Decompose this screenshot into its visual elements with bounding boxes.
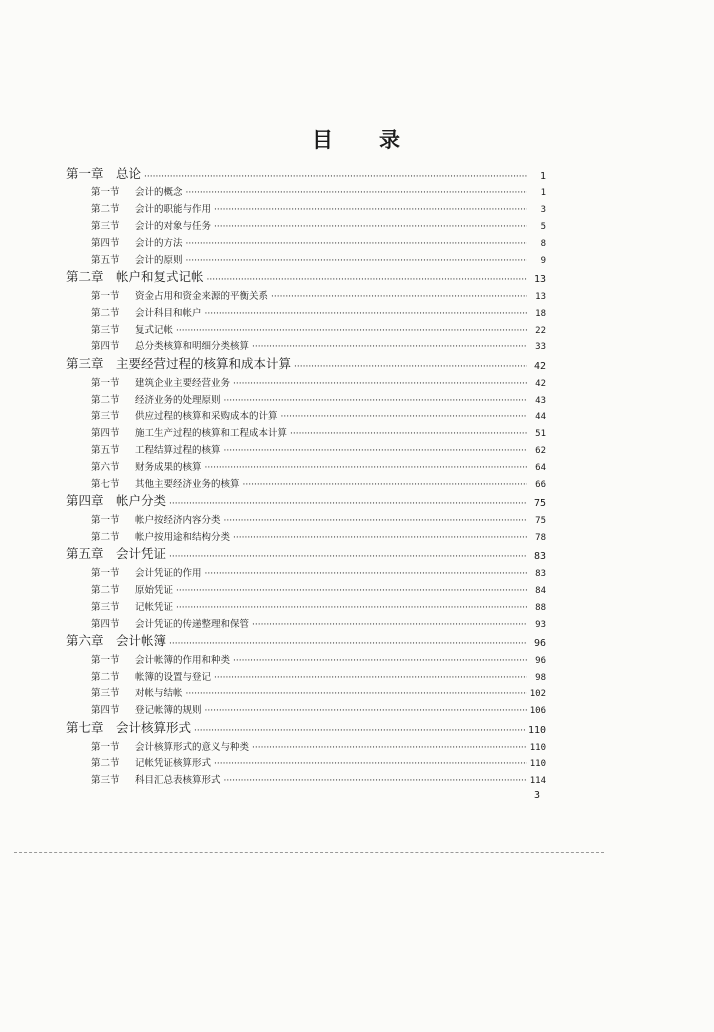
page-ref: 110	[529, 759, 546, 770]
section-number: 第三节	[91, 688, 120, 700]
section-number: 第四节	[91, 618, 120, 630]
dot-leader	[214, 760, 527, 770]
toc-section-entry	[66, 406, 546, 423]
section-number: 第四节	[91, 237, 120, 249]
section-number: 第三节	[91, 220, 120, 232]
section-title: 会计的方法	[135, 237, 183, 249]
page-ref: 42	[535, 378, 546, 389]
section-title: 供应过程的核算和采购成本的计算	[135, 411, 278, 423]
page-ref: 78	[535, 532, 546, 543]
section-title: 会计帐簿的作用和种类	[135, 654, 231, 666]
section-number: 第五节	[91, 444, 120, 456]
page-ref: 83	[533, 551, 546, 563]
toc-section-entry	[66, 613, 546, 630]
page-ref: 102	[529, 689, 546, 700]
dot-leader	[186, 256, 527, 266]
section-title: 会计的原则	[135, 254, 183, 266]
chapter-title: 会计帐簿	[116, 633, 167, 649]
page-ref: 22	[535, 325, 546, 336]
scan-artifact-line	[14, 852, 604, 853]
chapter-number: 第四章	[66, 493, 104, 509]
chapter-number: 第三章	[66, 355, 104, 371]
page-ref: 96	[533, 638, 546, 650]
section-title: 会计凭证的传递整理和保管	[135, 618, 250, 630]
section-number: 第三节	[91, 411, 120, 423]
toc-section-entry	[66, 699, 546, 716]
toc-section-entry	[66, 473, 546, 490]
section-title: 记帐凭证	[135, 601, 174, 613]
toc-section-entry	[66, 736, 546, 753]
section-title: 原始凭证	[135, 584, 174, 596]
title-char-1: 目	[312, 128, 335, 152]
page-ref: 88	[535, 602, 546, 613]
section-number: 第一节	[91, 741, 120, 753]
section-number: 第二节	[91, 584, 120, 596]
section-title: 复式记帐	[135, 324, 174, 336]
page-ref: 83	[535, 569, 546, 580]
section-title: 施工生产过程的核算和工程成本计算	[135, 428, 288, 440]
page-ref: 106	[529, 706, 546, 717]
dot-leader	[214, 222, 527, 232]
dot-leader	[186, 690, 527, 700]
dot-leader	[214, 673, 527, 683]
section-number: 第三节	[91, 775, 120, 787]
table-of-contents	[66, 162, 546, 786]
section-number: 第六节	[91, 461, 120, 473]
section-title: 会计的概念	[135, 187, 183, 199]
chapter-number: 第七章	[66, 719, 104, 735]
page-ref: 66	[535, 479, 546, 490]
chapter-number: 第一章	[66, 165, 104, 181]
toc-section-entry	[66, 249, 546, 266]
title-char-2: 录	[379, 128, 402, 152]
section-number: 第二节	[91, 531, 120, 543]
page-ref: 110	[527, 724, 546, 736]
dot-leader	[205, 309, 527, 319]
section-number: 第三节	[91, 324, 120, 336]
section-title: 会计的职能与作用	[135, 204, 212, 216]
toc-section-entry	[66, 302, 546, 319]
toc-section-entry	[66, 579, 546, 596]
dot-leader	[207, 273, 527, 286]
dot-leader	[224, 516, 527, 526]
page-ref: 43	[535, 395, 546, 406]
page-title	[0, 124, 714, 154]
dot-leader	[186, 189, 527, 199]
chapter-title: 总论	[116, 165, 142, 181]
section-title: 经济业务的处理原则	[135, 394, 221, 406]
page-ref: 33	[535, 342, 546, 353]
dot-leader	[194, 723, 525, 736]
section-number: 第一节	[91, 514, 120, 526]
dot-leader	[214, 206, 527, 216]
dot-leader	[281, 413, 527, 423]
dot-leader	[233, 656, 527, 666]
chapter-title: 帐户和复式记帐	[116, 269, 204, 285]
page-ref: 84	[535, 585, 546, 596]
page-ref: 1	[540, 188, 546, 199]
section-title: 帐簿的设置与登记	[135, 671, 212, 683]
toc-section-entry	[66, 666, 546, 683]
page-ref: 9	[540, 255, 546, 266]
toc-section-entry	[66, 232, 546, 249]
dot-leader	[294, 359, 527, 372]
toc-section-entry	[66, 456, 546, 473]
dot-leader	[144, 169, 527, 182]
page-ref: 44	[535, 412, 546, 423]
section-title: 建筑企业主要经营业务	[135, 377, 231, 389]
toc-chapter-entry	[66, 630, 546, 650]
dot-leader	[176, 586, 527, 596]
toc-section-entry	[66, 683, 546, 700]
section-title: 登记帐簿的规则	[135, 705, 202, 717]
section-number: 第一节	[91, 654, 120, 666]
toc-section-entry	[66, 285, 546, 302]
section-number: 第二节	[91, 671, 120, 683]
toc-chapter-entry	[66, 352, 546, 372]
toc-section-entry	[66, 439, 546, 456]
section-number: 第一节	[91, 377, 120, 389]
page-ref: 110	[529, 742, 546, 753]
section-title: 会计凭证的作用	[135, 568, 202, 580]
page-ref: 93	[535, 619, 546, 630]
section-title: 会计核算形式的意义与种类	[135, 741, 250, 753]
section-number: 第七节	[91, 478, 120, 490]
section-title: 会计科目和帐户	[135, 307, 202, 319]
toc-section-entry	[66, 336, 546, 353]
section-title: 记帐凭证核算形式	[135, 758, 212, 770]
dot-leader	[224, 396, 527, 406]
page-ref: 96	[535, 655, 546, 666]
toc-section-entry	[66, 198, 546, 215]
dot-leader	[290, 430, 527, 440]
page-ref: 13	[533, 274, 546, 286]
page-ref: 75	[533, 498, 546, 510]
dot-leader	[233, 379, 527, 389]
toc-section-entry	[66, 769, 546, 786]
chapter-title: 主要经营过程的核算和成本计算	[116, 355, 292, 371]
section-title: 帐户按经济内容分类	[135, 514, 221, 526]
dot-leader	[169, 497, 527, 510]
section-number: 第五节	[91, 254, 120, 266]
toc-chapter-entry	[66, 266, 546, 286]
section-title: 工程结算过程的核算	[135, 444, 221, 456]
page-ref: 1	[539, 170, 546, 182]
chapter-number: 第二章	[66, 269, 104, 285]
dot-leader	[186, 239, 527, 249]
page-ref: 114	[529, 776, 546, 787]
section-title: 对帐与结帐	[135, 688, 183, 700]
dot-leader	[252, 343, 527, 353]
section-number: 第四节	[91, 705, 120, 717]
page-ref: 3	[540, 205, 546, 216]
section-number: 第二节	[91, 204, 120, 216]
section-number: 第三节	[91, 601, 120, 613]
dot-leader	[205, 707, 527, 717]
section-title: 帐户按用途和结构分类	[135, 531, 231, 543]
section-title: 总分类核算和明细分类核算	[135, 341, 250, 353]
dot-leader	[271, 292, 527, 302]
toc-section-entry	[66, 182, 546, 199]
page-ref: 42	[533, 360, 546, 372]
page-ref: 64	[535, 462, 546, 473]
toc-section-entry	[66, 649, 546, 666]
page-ref: 13	[535, 291, 546, 302]
section-title: 资金占用和资金来源的平衡关系	[135, 290, 269, 302]
section-number: 第二节	[91, 394, 120, 406]
dot-leader	[169, 637, 527, 650]
section-number: 第一节	[91, 568, 120, 580]
toc-section-entry	[66, 319, 546, 336]
toc-section-entry	[66, 372, 546, 389]
chapter-title: 会计凭证	[116, 546, 167, 562]
dot-leader	[169, 550, 527, 563]
page-ref: 62	[535, 445, 546, 456]
chapter-title: 会计核算形式	[116, 719, 192, 735]
dot-leader	[252, 620, 527, 630]
toc-chapter-entry	[66, 162, 546, 182]
toc-chapter-entry	[66, 716, 546, 736]
toc-chapter-entry	[66, 543, 546, 563]
section-number: 第一节	[91, 290, 120, 302]
page-ref: 75	[535, 515, 546, 526]
toc-section-entry	[66, 526, 546, 543]
dot-leader	[224, 777, 527, 787]
page-ref: 51	[535, 429, 546, 440]
dot-leader	[176, 326, 527, 336]
section-number: 第一节	[91, 187, 120, 199]
dot-leader	[224, 446, 527, 456]
dot-leader	[252, 743, 527, 753]
dot-leader	[176, 603, 527, 613]
section-title: 科目汇总表核算形式	[135, 775, 221, 787]
dot-leader	[205, 463, 527, 473]
toc-section-entry	[66, 215, 546, 232]
chapter-number: 第五章	[66, 546, 104, 562]
dot-leader	[233, 533, 527, 543]
dot-leader	[205, 570, 527, 580]
toc-section-entry	[66, 389, 546, 406]
toc-section-entry	[66, 562, 546, 579]
page-number: 3	[534, 790, 541, 801]
page-ref: 98	[535, 672, 546, 683]
page-ref: 8	[540, 238, 546, 249]
section-title: 会计的对象与任务	[135, 220, 212, 232]
page-ref: 5	[540, 221, 546, 232]
section-number: 第四节	[91, 428, 120, 440]
toc-section-entry	[66, 596, 546, 613]
toc-section-entry	[66, 509, 546, 526]
dot-leader	[243, 480, 527, 490]
section-number: 第二节	[91, 307, 120, 319]
section-title: 财务成果的核算	[135, 461, 202, 473]
toc-section-entry	[66, 422, 546, 439]
chapter-title: 帐户分类	[116, 493, 167, 509]
chapter-number: 第六章	[66, 633, 104, 649]
section-number: 第二节	[91, 758, 120, 770]
toc-section-entry	[66, 753, 546, 770]
section-title: 其他主要经济业务的核算	[135, 478, 240, 490]
toc-chapter-entry	[66, 490, 546, 510]
section-number: 第四节	[91, 341, 120, 353]
page-ref: 18	[535, 308, 546, 319]
